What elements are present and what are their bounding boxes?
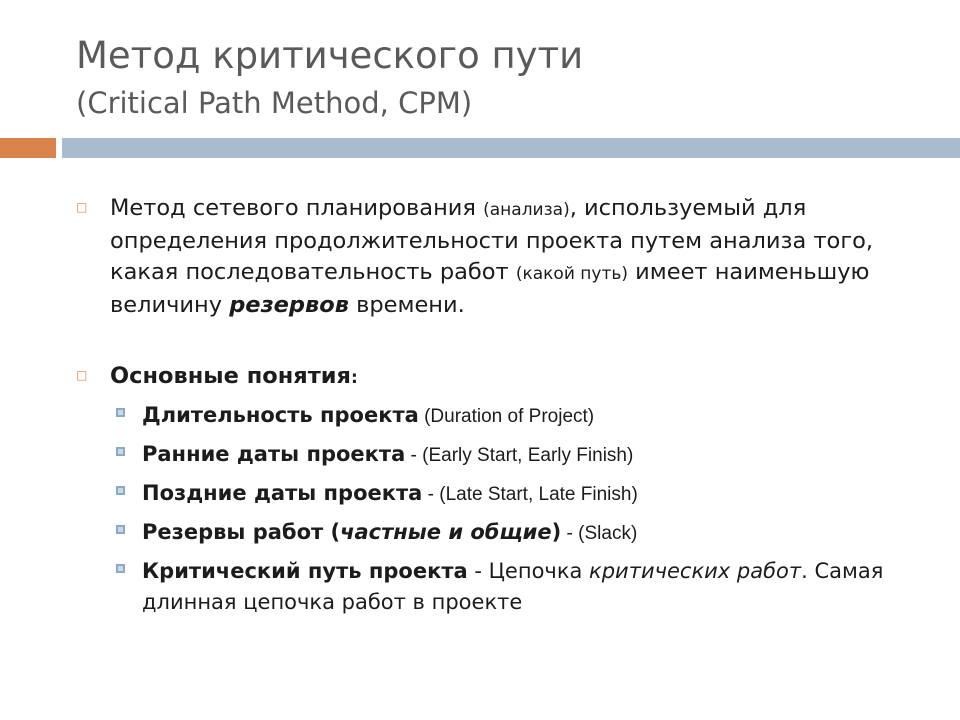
concept-desc-italic: критических работ xyxy=(589,559,802,583)
concept-term: Ранние даты проекта xyxy=(142,442,406,466)
concepts-heading-colon: : xyxy=(350,368,358,388)
concept-desc-2: . Самая длинная цепочка работ в проекте xyxy=(142,559,884,614)
definition-text-1: Метод сетевого планирования xyxy=(110,195,484,221)
concept-term: Длительность проекта xyxy=(142,403,419,427)
definition-text-4: времени. xyxy=(348,292,465,318)
concept-note: - (Early Start, Early Finish) xyxy=(405,445,634,466)
accent-bar-orange xyxy=(0,138,56,158)
concept-note: - (Late Start, Late Finish) xyxy=(422,484,638,505)
square-bullet-icon xyxy=(116,408,125,417)
concept-emphasis: частные и общие xyxy=(340,520,552,544)
definition-text-2: , используемый для определения продолжительности проекта путем анализа того, какая последовательность работ xyxy=(110,195,874,285)
square-bullet-icon xyxy=(116,564,125,573)
concept-term: Резервы работ xyxy=(142,520,331,544)
list-item xyxy=(110,556,936,618)
accent-bar-blue xyxy=(62,138,960,158)
list-item xyxy=(110,478,936,510)
square-bullet-icon: □ xyxy=(76,368,88,382)
square-bullet-icon: □ xyxy=(76,200,88,214)
concept-term: Поздние даты проекта xyxy=(142,481,423,505)
concept-term: Критический путь проекта xyxy=(142,559,468,583)
concepts-heading: Основные понятия xyxy=(110,363,351,389)
list-item xyxy=(110,439,936,471)
definition-bullet xyxy=(76,193,936,321)
concept-note: (Duration of Project) xyxy=(418,406,595,427)
concept-note: - (Slack) xyxy=(561,523,638,544)
concept-desc-1: Цепочка xyxy=(488,559,590,583)
concepts-list xyxy=(110,400,936,618)
definition-paren-2: (какой путь) xyxy=(515,264,628,284)
definition-emphasis: резервов xyxy=(229,292,349,318)
square-bullet-icon xyxy=(116,525,125,534)
concept-paren-close: ) xyxy=(551,520,562,544)
slide-title: Метод критического пути xyxy=(76,34,584,77)
list-item xyxy=(110,517,936,549)
concepts-bullet xyxy=(76,361,936,618)
definition-paren-1: (анализа) xyxy=(483,200,570,220)
slide-body xyxy=(76,193,936,625)
square-bullet-icon xyxy=(116,486,125,495)
concept-paren-open: ( xyxy=(330,520,341,544)
definition-text-3: имеет наименьшую величину xyxy=(110,259,870,318)
square-bullet-icon xyxy=(116,447,125,456)
list-item xyxy=(110,400,936,432)
concept-dash: - xyxy=(467,559,489,583)
slide-subtitle: (Critical Path Method, CPM) xyxy=(76,86,473,120)
